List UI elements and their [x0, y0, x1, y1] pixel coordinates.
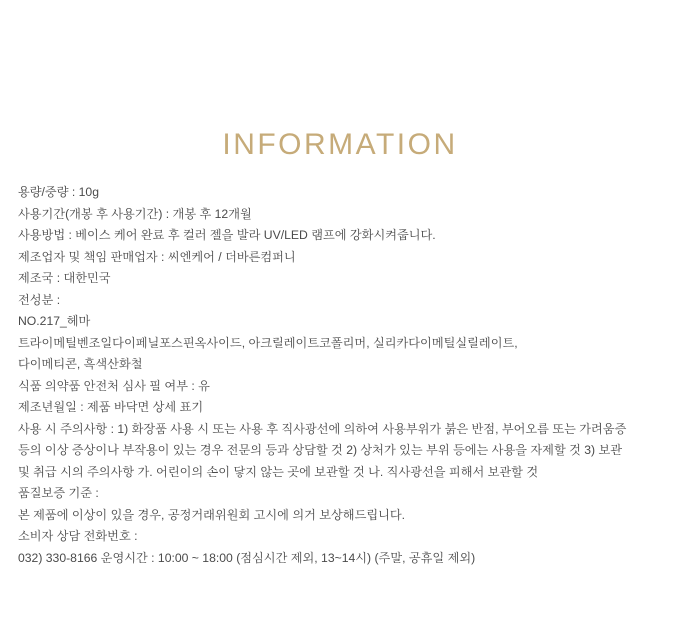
information-list [18, 182, 666, 569]
info-line-quality-assurance-text: 본 제품에 이상이 있을 경우, 공정거래위원회 고시에 의거 보상해드립니다. [18, 507, 406, 522]
info-line-cautions-1: 사용 시 주의사항 : 1) 화장품 사용 시 또는 사용 후 직사광선에 의하여 사용부위가 붉은 반점, 부어오름 또는 가려움증 [18, 421, 627, 436]
info-line-country-of-origin: 제조국 : 대한민국 [18, 271, 111, 285]
info-line-ingredients-2: 트라이메틸벤조일다이페닐포스핀옥사이드, 아크릴레이트코폴리머, 실리카다이메틸실릴레이트, [18, 335, 518, 350]
info-line-manufacturer-and-seller: 제조업자 및 책임 판매업자 : 씨엔케어 / 더바른컴퍼니 [18, 249, 296, 264]
info-line-how-to-use: 사용방법 : 베이스 케어 완료 후 컬러 젤을 발라 UV/LED 램프에 강화시켜줍니다. [18, 228, 436, 242]
info-line-cautions-2: 등의 이상 증상이나 부작용이 있는 경우 전문의 등과 상담할 것 2) 상처가 있는 부위 등에는 사용을 자제할 것 3) 보관 [18, 443, 623, 457]
info-line-ingredients-1: NO.217_헤마 [18, 314, 91, 328]
info-line-manufacture-date: 제조년월일 : 제품 바닥면 상세 표기 [18, 400, 204, 414]
info-line-ingredients-3: 다이메티콘, 흑색산화철 [18, 357, 143, 371]
info-line-consumer-phone-value: 032) 330-8166 운영시간 : 10:00 ~ 18:00 (점심시간 제외, 13~14시) (주말, 공휴일 제외) [18, 550, 476, 565]
info-line-volume: 용량/중량 : 10g [18, 185, 99, 199]
info-line-cautions-3: 및 취급 시의 주의사항 가. 어린이의 손이 닿지 않는 곳에 보관할 것 나. 직사광선을 피해서 보관할 것 [18, 464, 539, 479]
page-title: INFORMATION [222, 128, 458, 161]
info-line-quality-assurance-label: 품질보증 기준 : [18, 486, 99, 500]
info-line-kfda-review: 식품 의약품 안전처 심사 필 여부 : 유 [18, 378, 210, 393]
info-line-ingredients-label: 전성분 : [18, 292, 61, 307]
info-line-consumer-phone-label: 소비자 상담 전화번호 : [18, 529, 138, 543]
info-line-period-of-use: 사용기간(개봉 후 사용기간) : 개봉 후 12개월 [18, 206, 252, 221]
